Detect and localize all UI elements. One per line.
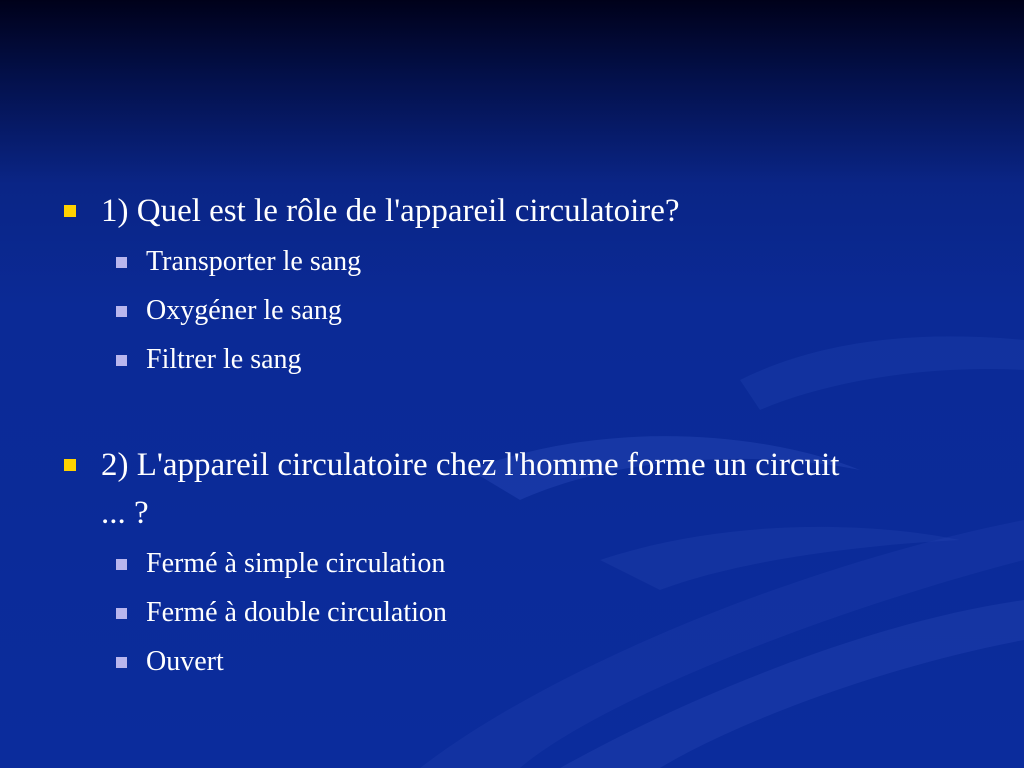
bullet-square-icon <box>116 306 127 317</box>
answer-1-1: Transporter le sang <box>146 246 362 277</box>
question-2-line-2: ... ? <box>101 495 149 531</box>
answer-2-1: Fermé à simple circulation <box>146 548 446 579</box>
bullet-square-icon <box>116 257 127 268</box>
question-2-line-1: 2) L'appareil circulatoire chez l'homme forme un circuit <box>101 447 840 483</box>
bullet-square-icon <box>116 559 127 570</box>
bullet-square-icon <box>116 657 127 668</box>
question-1-text: 1) Quel est le rôle de l'appareil circulatoire? <box>101 193 680 229</box>
answer-1-3: Filtrer le sang <box>146 344 302 375</box>
answer-1-2: Oxygéner le sang <box>146 295 342 326</box>
answer-2-2: Fermé à double circulation <box>146 597 447 628</box>
bullet-square-icon <box>116 355 127 366</box>
answer-2-3: Ouvert <box>146 646 224 677</box>
bullet-square-icon <box>116 608 127 619</box>
bullet-square-icon <box>64 459 76 471</box>
bullet-square-icon <box>64 205 76 217</box>
